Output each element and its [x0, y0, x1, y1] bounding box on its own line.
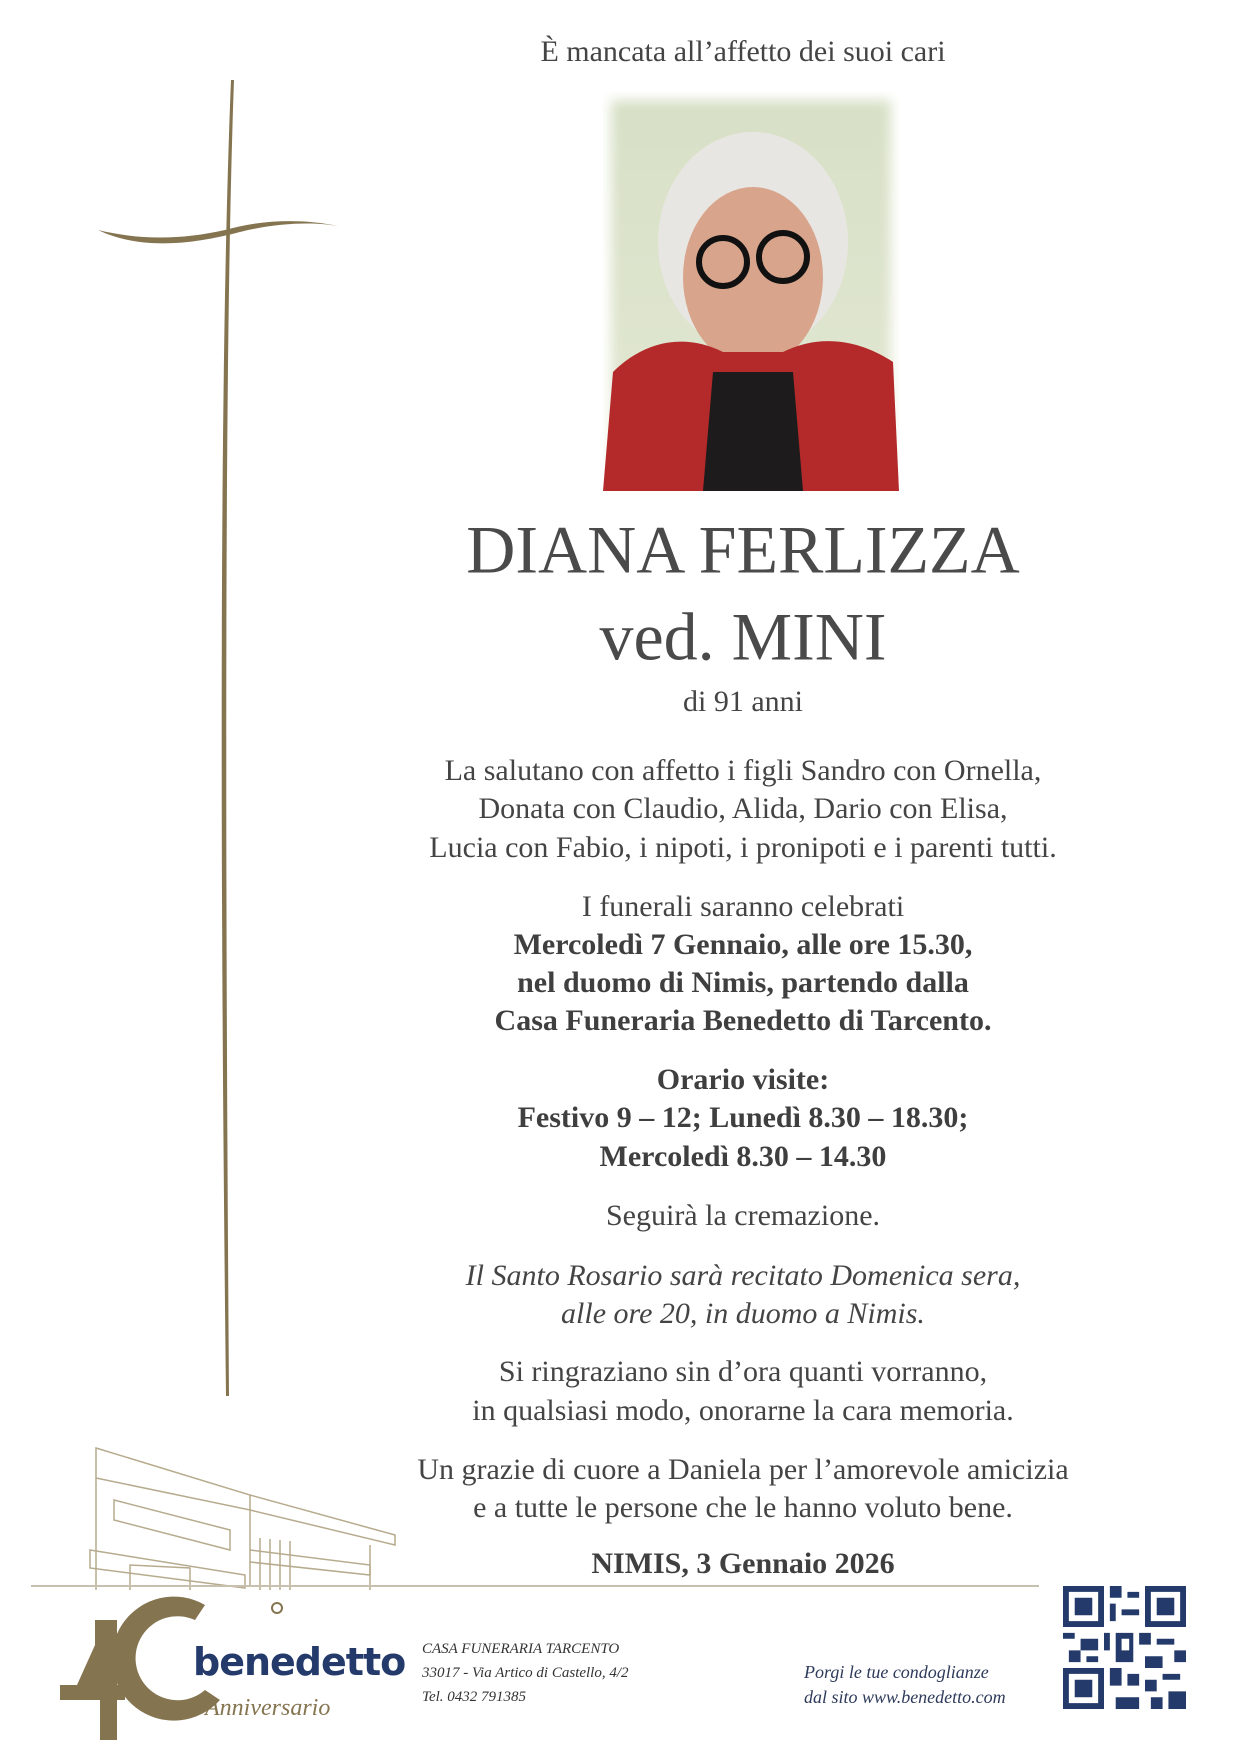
- footer-phone: Tel. 0432 791385: [422, 1689, 527, 1705]
- deceased-name: DIANA FERLIZZA: [466, 511, 1020, 588]
- funeral-detail: nel duomo di Nimis, partendo dalla: [517, 966, 969, 999]
- benedetto-40-logo: [55, 1590, 406, 1740]
- visits-title: Orario visite:: [656, 1063, 830, 1096]
- cross-icon: [0, 0, 360, 1420]
- funeral-detail: Mercoledì 7 Gennaio, alle ore 15.30,: [513, 928, 973, 961]
- special-thanks-line: Un grazie di cuore a Daniela per l’amorevole amicizia: [417, 1453, 1069, 1486]
- thanks-line: in qualsiasi modo, onorarne la cara memoria.: [472, 1394, 1014, 1427]
- special-thanks-line: e a tutte le persone che le hanno voluto bene.: [473, 1491, 1013, 1524]
- condolences-link[interactable]: dal sito www.benedetto.com: [804, 1687, 1006, 1707]
- footer-company: CASA FUNERARIA TARCENTO: [422, 1641, 620, 1657]
- rosary-note: alle ore 20, in duomo a Nimis.: [561, 1297, 925, 1330]
- footer-divider: [31, 1585, 1039, 1587]
- qr-code-icon[interactable]: [1063, 1586, 1186, 1709]
- intro-text: È mancata all’affetto dei suoi cari: [540, 35, 946, 68]
- visits-hours: Festivo 9 – 12; Lunedì 8.30 – 18.30;: [517, 1101, 969, 1134]
- cremation-note: Seguirà la cremazione.: [605, 1199, 881, 1232]
- portrait-photo: [603, 92, 899, 491]
- family-line: Lucia con Fabio, i nipoti, i pronipoti e i parenti tutti.: [429, 831, 1057, 864]
- place-date: NIMIS, 3 Gennaio 2026: [591, 1547, 895, 1580]
- logo-subtitle: Anniversario: [205, 1695, 331, 1721]
- building-illustration-icon: [60, 1440, 400, 1590]
- funeral-intro: I funerali saranno celebrati: [581, 890, 905, 923]
- age: di 91 anni: [683, 685, 803, 718]
- family-line: Donata con Claudio, Alida, Dario con Elisa,: [478, 792, 1008, 825]
- family-line: La salutano con affetto i figli Sandro con Ornella,: [444, 754, 1042, 787]
- logo-brand: benedetto: [193, 1640, 406, 1684]
- condolences-text: Porgi le tue condoglianze: [804, 1662, 989, 1682]
- thanks-line: Si ringraziano sin d’ora quanti vorranno,: [498, 1355, 988, 1388]
- funeral-detail: Casa Funeraria Benedetto di Tarcento.: [494, 1004, 992, 1037]
- visits-hours: Mercoledì 8.30 – 14.30: [599, 1140, 887, 1173]
- rosary-note: Il Santo Rosario sarà recitato Domenica sera,: [465, 1259, 1021, 1292]
- footer-address: 33017 - Via Artico di Castello, 4/2: [422, 1665, 629, 1681]
- deceased-married-name: ved. MINI: [599, 598, 887, 675]
